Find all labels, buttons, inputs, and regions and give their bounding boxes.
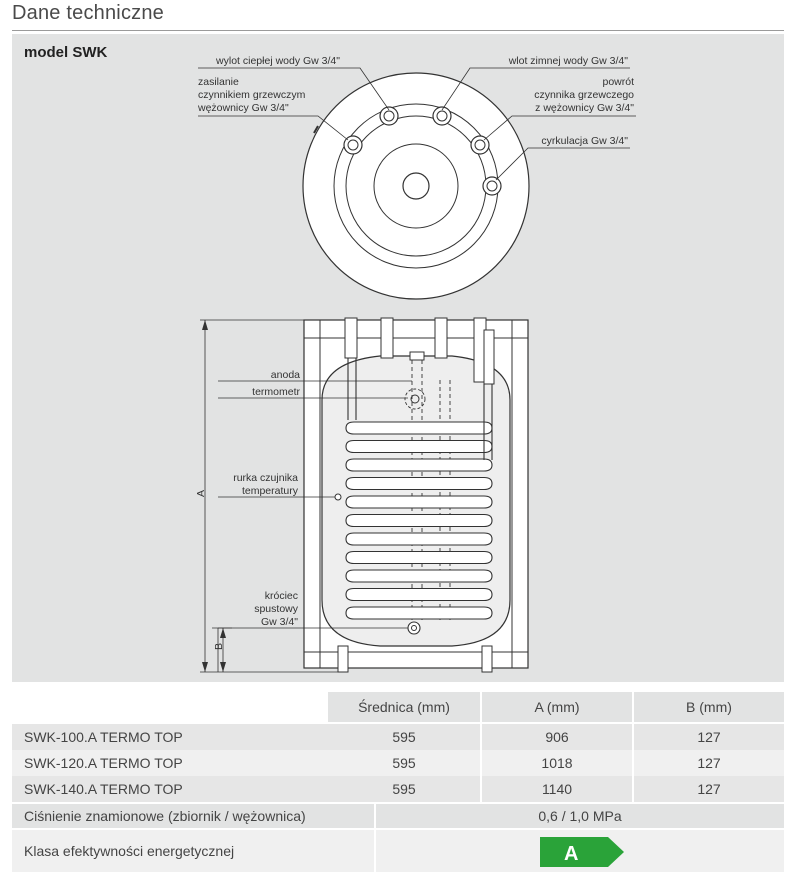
label-thermometer: termometr [252,386,300,398]
coil-loop [346,515,492,527]
table-header-a: A (mm) [482,692,632,722]
table-cell-model: SWK-120.A TERMO TOP [12,750,328,776]
label-cold-water: wlot zimnej wody Gw 3/4" [508,55,628,67]
table-header-row [12,692,784,722]
label-drain-1: króciec [264,590,298,602]
table-row [12,776,784,802]
label-return-3: z wężownicy Gw 3/4" [535,102,634,114]
energy-label: Klasa efektywności energetycznej [12,830,374,872]
table-header-b: B (mm) [634,692,784,722]
label-hot-water: wylot ciepłej wody Gw 3/4" [216,55,340,67]
dimension-a-label: A [195,489,207,497]
table-cell-b: 127 [634,724,784,750]
table-cell-a: 1018 [482,750,632,776]
page-title: Dane techniczne [12,2,164,24]
coil-loop [346,441,492,453]
table-header-diameter: Średnica (mm) [328,692,480,722]
label-supply-1: zasilanie [198,76,239,88]
label-supply-2: czynnikiem grzewczym [198,89,306,101]
table-cell-model: SWK-140.A TERMO TOP [12,776,328,802]
coil-loop [346,422,492,434]
table-cell-diameter: 595 [328,776,480,802]
label-supply-3: wężownicy Gw 3/4" [198,102,289,114]
table-cell-b: 127 [634,776,784,802]
coil-loop [346,552,492,564]
coil-loop [346,459,492,471]
table-row [12,724,784,750]
coil-loop [346,533,492,545]
table-cell-b: 127 [634,750,784,776]
energy-class-badge [540,837,624,867]
pressure-value: 0,6 / 1,0 MPa [376,804,784,828]
coil-loop [346,496,492,508]
table-row [12,750,784,776]
dimension-b-label: B [213,642,225,650]
table-cell-a: 1140 [482,776,632,802]
label-sensor-2: temperatury [241,485,298,497]
table-cell-a: 906 [482,724,632,750]
label-drain-2: spustowy [254,603,298,615]
coil-loop [346,570,492,582]
label-return-2: czynnika grzewczego [534,89,634,101]
energy-row [12,830,784,872]
table-cell-diameter: 595 [328,750,480,776]
coil-loop [346,478,492,490]
energy-class-letter: A [564,843,579,865]
table-cell-model: SWK-100.A TERMO TOP [12,724,328,750]
coil-loop [346,607,492,619]
model-label: model SWK [24,44,108,61]
pressure-row [12,804,784,828]
label-anode: anoda [270,369,300,381]
pressure-label: Ciśnienie znamionowe (zbiornik / wężownica) [12,804,374,828]
table-header-model [12,692,328,722]
label-return-1: powrót [602,76,634,88]
label-sensor-1: rurka czujnika [233,472,298,484]
table-cell-diameter: 595 [328,724,480,750]
coil-loop [346,589,492,601]
label-drain-3: Gw 3/4" [261,616,298,628]
label-circulation: cyrkulacja Gw 3/4" [541,135,628,147]
